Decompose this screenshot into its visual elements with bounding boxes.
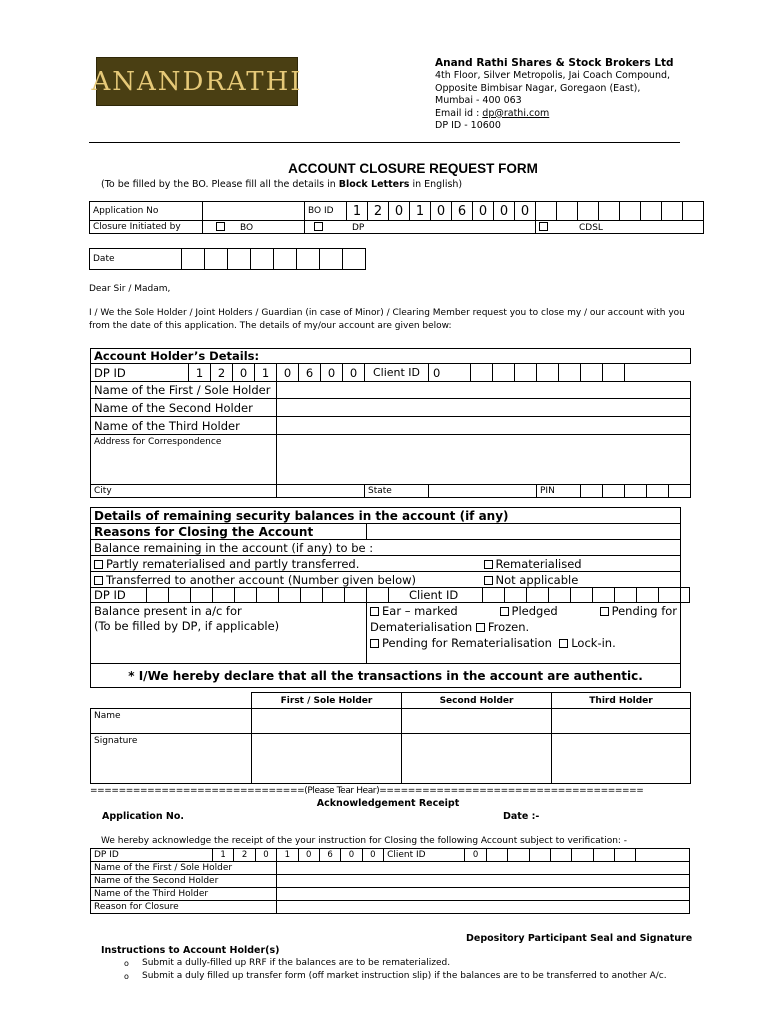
company-name: Anand Rathi Shares & Stock Brokers Ltd [435, 57, 674, 69]
date-box[interactable] [274, 249, 297, 270]
form-title: ACCOUNT CLOSURE REQUEST FORM [288, 161, 538, 176]
fill-by-dp-label: (To be filled by DP, if applicable) [94, 619, 280, 633]
address-field[interactable] [277, 435, 691, 485]
closure-initiated-label: Closure Initiated by [90, 221, 203, 234]
target-client-box[interactable] [593, 588, 615, 603]
bo-digit[interactable]: 0 [494, 202, 515, 221]
balance-options-row-2 [91, 572, 681, 588]
checkbox-icon[interactable] [370, 607, 379, 616]
bo-digit[interactable]: 1 [410, 202, 431, 221]
dp-seal-label: Depository Participant Seal and Signature [466, 933, 693, 944]
ack-date: Date :- [503, 811, 540, 822]
ack-dp-digit[interactable]: 1 [212, 849, 233, 862]
option-transferred: Transferred to another account (Number given below) [106, 572, 417, 587]
header-divider [89, 142, 680, 143]
bo-digit[interactable]: 0 [515, 202, 536, 221]
status-line-3 [370, 635, 677, 651]
checkbox-icon[interactable] [484, 560, 493, 569]
ack-dp-digit[interactable]: 2 [234, 849, 255, 862]
declaration: * I/We hereby declare that all the transactions in the account are authentic. [91, 664, 681, 688]
first-holder-signature[interactable] [252, 734, 402, 784]
target-client-box[interactable] [483, 588, 505, 603]
balances-heading: Details of remaining security balances in the account (if any) [91, 508, 681, 524]
client-digit[interactable] [603, 364, 625, 382]
option-not-applicable: Not applicable [495, 572, 579, 587]
bo-digit[interactable] [536, 202, 557, 221]
pin-box[interactable] [669, 485, 691, 498]
option-dp[interactable] [305, 221, 536, 234]
form-subtitle [101, 179, 462, 190]
email-label: Email id : [435, 107, 483, 119]
pin-box[interactable] [647, 485, 669, 498]
application-table [89, 201, 704, 234]
ack-dp-digit[interactable]: 0 [341, 849, 362, 862]
first-holder-col: First / Sole Holder [252, 693, 402, 709]
option-earmarked: Ear – marked [382, 604, 458, 618]
holder-client-id-label: Client ID [365, 364, 429, 382]
ack-second-label: Name of the Second Holder [91, 875, 277, 888]
second-holder-field[interactable] [277, 399, 691, 417]
date-box[interactable] [182, 249, 205, 270]
ack-client-digit[interactable] [572, 849, 593, 862]
date-box[interactable] [320, 249, 343, 270]
ack-client-digit[interactable] [593, 849, 614, 862]
balance-remaining-label: Balance remaining in the account (if any) to be : [91, 540, 681, 556]
city-field[interactable] [277, 485, 365, 498]
pin-box[interactable] [581, 485, 603, 498]
target-dp-id-label: DP ID [91, 588, 147, 603]
holder-blank [625, 364, 691, 382]
ack-reason-label: Reason for Closure [91, 901, 277, 914]
balance-options-row-1 [91, 556, 681, 572]
third-holder-field[interactable] [277, 417, 691, 435]
letter-body: I / We the Sole Holder / Joint Holders / Guardian (in case of Minor) / Clearing Member request you to close my / our account with you from the date of this application. The details of my/our account are given below: [89, 308, 685, 331]
option-frozen: Frozen. [487, 620, 530, 634]
address-line-2: Opposite Bimbisar Nagar, Goregaon (East), [435, 82, 641, 94]
target-client-box[interactable] [637, 588, 659, 603]
dp-digit[interactable]: 1 [255, 364, 277, 382]
holder-details-heading: Account Holder’s Details: [91, 349, 691, 364]
ack-table [90, 848, 690, 914]
option-bo-label: BO [240, 222, 254, 233]
checkbox-icon[interactable] [94, 560, 103, 569]
bo-digit[interactable] [683, 202, 704, 221]
target-dp-box[interactable] [367, 588, 389, 603]
option-cdsl-label: CDSL [579, 222, 603, 233]
state-field[interactable] [429, 485, 537, 498]
checkbox-icon[interactable] [314, 222, 323, 231]
option-dp-label: DP [352, 222, 365, 233]
option-bo[interactable] [203, 221, 305, 234]
target-dp-box[interactable] [235, 588, 257, 603]
pin-box[interactable] [625, 485, 647, 498]
reasons-label: Reasons for Closing the Account [91, 524, 367, 540]
instruction-item: o Submit a dully-filled up RRF if the balances are to be rematerialized. [118, 957, 718, 970]
pin-label: PIN [537, 485, 581, 498]
date-table [89, 248, 366, 270]
target-dp-box[interactable] [301, 588, 323, 603]
option-pledged: Pledged [511, 604, 558, 618]
instructions-list [118, 957, 718, 983]
ack-reason-field[interactable] [277, 901, 690, 914]
subtitle-tail: in English) [409, 179, 463, 190]
client-digit[interactable] [537, 364, 559, 382]
client-digit[interactable] [581, 364, 603, 382]
third-holder-label: Name of the Third Holder [91, 417, 277, 435]
ack-third-field[interactable] [277, 888, 690, 901]
signature-row-label: Signature [91, 734, 252, 784]
first-holder-name[interactable] [252, 709, 402, 734]
ack-client-digit[interactable] [529, 849, 550, 862]
third-holder-signature[interactable] [552, 734, 691, 784]
email-line [435, 108, 674, 120]
first-holder-label: Name of the First / Sole Holder [91, 382, 277, 399]
signature-table [90, 692, 691, 784]
target-client-box[interactable] [571, 588, 593, 603]
second-holder-name[interactable] [402, 709, 552, 734]
target-dp-box[interactable] [279, 588, 301, 603]
ack-client-digit[interactable] [550, 849, 571, 862]
target-dp-box[interactable] [257, 588, 279, 603]
date-box[interactable] [228, 249, 251, 270]
ack-client-digit[interactable] [615, 849, 636, 862]
dp-digit[interactable]: 0 [343, 364, 365, 382]
logo-text: ANANDRATHI [91, 66, 303, 97]
option-cdsl[interactable] [536, 221, 704, 234]
ack-blank [636, 849, 690, 862]
checkbox-icon[interactable] [94, 576, 103, 585]
ack-client-digit[interactable]: 0 [465, 849, 486, 862]
reasons-field[interactable] [367, 524, 681, 540]
bo-digit[interactable] [662, 202, 683, 221]
sign-corner [91, 693, 252, 709]
ack-client-digit[interactable] [508, 849, 529, 862]
target-dp-box[interactable] [345, 588, 367, 603]
ack-dp-digit[interactable]: 0 [298, 849, 319, 862]
option-pending-for: Pending for [611, 604, 678, 618]
dp-digit[interactable]: 0 [233, 364, 255, 382]
subtitle-bold: Block Letters [338, 179, 410, 190]
address-label: Address for Correspondence [91, 435, 277, 485]
subtitle-text: (To be filled by the BO. Please fill all the details in [101, 179, 339, 190]
ack-dp-digit[interactable]: 0 [255, 849, 276, 862]
dematerialisation-label: Dematerialisation [370, 620, 473, 634]
company-logo [91, 57, 303, 106]
tear-line: ==============================(Please Tear Hear)===================================== [90, 786, 644, 796]
ack-second-field[interactable] [277, 875, 690, 888]
target-client-box[interactable] [527, 588, 549, 603]
checkbox-icon[interactable] [216, 222, 225, 231]
ack-text: We hereby acknowledge the receipt of the your instruction for Closing the following Account subject to verification: - [101, 836, 628, 846]
ack-client-id-label: Client ID [384, 849, 465, 862]
dp-digit[interactable]: 0 [321, 364, 343, 382]
bo-id-label: BO ID [305, 202, 347, 221]
client-digit[interactable]: 0 [429, 364, 471, 382]
dp-id-line: DP ID - 10600 [435, 120, 501, 132]
address-line-3: Mumbai - 400 063 [435, 95, 522, 107]
dp-digit[interactable]: 2 [211, 364, 233, 382]
balance-present-label: Balance present in a/c for [94, 604, 242, 618]
ack-client-digit[interactable] [486, 849, 507, 862]
ack-dp-id-label: DP ID [91, 849, 213, 862]
ack-dp-digit[interactable]: 0 [362, 849, 383, 862]
balances-table [90, 507, 690, 688]
client-digit[interactable] [493, 364, 515, 382]
bo-digit[interactable]: 1 [347, 202, 368, 221]
client-digit[interactable] [559, 364, 581, 382]
status-line-2 [370, 619, 677, 635]
bo-digit[interactable] [641, 202, 662, 221]
dp-digit[interactable]: 1 [189, 364, 211, 382]
instructions-title: Instructions to Account Holder(s) [101, 945, 280, 956]
target-client-id-label: Client ID [389, 588, 483, 603]
ack-application-no: Application No. [102, 811, 184, 822]
target-client-box[interactable] [505, 588, 527, 603]
option-partly: Partly rematerialised and partly transferred. [106, 556, 360, 571]
checkbox-icon[interactable] [539, 222, 548, 231]
checkbox-icon[interactable] [600, 607, 609, 616]
instruction-item: o Submit a duly filled up transfer form (off market instruction slip) if the balances are to be transferred to another A/c. [118, 970, 718, 983]
email-link[interactable]: dp@rathi.com [482, 107, 550, 119]
target-client-box[interactable] [549, 588, 571, 603]
bo-digit[interactable]: 0 [473, 202, 494, 221]
checkbox-icon[interactable] [500, 607, 509, 616]
checkbox-icon[interactable] [370, 639, 379, 648]
ack-first-field[interactable] [277, 862, 690, 875]
holder-details-table [90, 348, 691, 498]
name-row-label: Name [91, 709, 252, 734]
dp-digit[interactable]: 6 [299, 364, 321, 382]
bo-digit[interactable]: 6 [452, 202, 473, 221]
greeting: Dear Sir / Madam, [89, 284, 171, 294]
target-dp-box[interactable] [147, 588, 169, 603]
balance-status-cell [367, 603, 681, 664]
date-box[interactable] [251, 249, 274, 270]
company-address-block [435, 57, 674, 132]
date-label: Date [90, 249, 182, 270]
target-client-box[interactable] [681, 588, 690, 603]
ack-third-label: Name of the Third Holder [91, 888, 277, 901]
checkbox-icon[interactable] [484, 576, 493, 585]
option-lock-in: Lock-in. [571, 636, 616, 650]
application-no-label: Application No [90, 202, 203, 221]
status-line-1 [370, 603, 677, 619]
application-no-field[interactable] [203, 202, 305, 221]
third-holder-name[interactable] [552, 709, 691, 734]
second-holder-label: Name of the Second Holder [91, 399, 277, 417]
client-digit[interactable] [471, 364, 493, 382]
state-label: State [365, 485, 429, 498]
second-holder-col: Second Holder [402, 693, 552, 709]
ack-first-label: Name of the First / Sole Holder [91, 862, 277, 875]
first-holder-field[interactable] [277, 382, 691, 399]
client-digit[interactable] [515, 364, 537, 382]
option-pending-remat: Pending for Rematerialisation [382, 636, 552, 650]
target-dp-box[interactable] [323, 588, 345, 603]
bo-digit[interactable] [557, 202, 578, 221]
third-holder-col: Third Holder [552, 693, 691, 709]
target-dp-box[interactable] [213, 588, 235, 603]
date-box[interactable] [343, 249, 366, 270]
bo-digit[interactable] [599, 202, 620, 221]
target-dp-box[interactable] [191, 588, 213, 603]
holder-dp-id-label: DP ID [91, 364, 189, 382]
checkbox-icon[interactable] [559, 639, 568, 648]
bo-digit[interactable] [578, 202, 599, 221]
balance-present-cell [91, 603, 367, 664]
option-rematerialised: Rematerialised [495, 556, 582, 571]
target-client-box[interactable] [659, 588, 681, 603]
dp-digit[interactable]: 0 [277, 364, 299, 382]
city-label: City [91, 485, 277, 498]
bo-digit[interactable]: 0 [431, 202, 452, 221]
pin-box[interactable] [603, 485, 625, 498]
ack-title: Acknowledgement Receipt [316, 798, 460, 809]
ack-dp-digit[interactable]: 1 [277, 849, 298, 862]
bo-digit[interactable] [620, 202, 641, 221]
second-holder-signature[interactable] [402, 734, 552, 784]
target-client-box[interactable] [615, 588, 637, 603]
target-dp-box[interactable] [169, 588, 191, 603]
address-line-1: 4th Floor, Silver Metropolis, Jai Coach Compound, [435, 70, 671, 82]
checkbox-icon[interactable] [476, 623, 485, 632]
date-box[interactable] [205, 249, 228, 270]
date-box[interactable] [297, 249, 320, 270]
ack-dp-digit[interactable]: 6 [319, 849, 340, 862]
bo-digit[interactable]: 2 [368, 202, 389, 221]
bo-digit[interactable]: 0 [389, 202, 410, 221]
